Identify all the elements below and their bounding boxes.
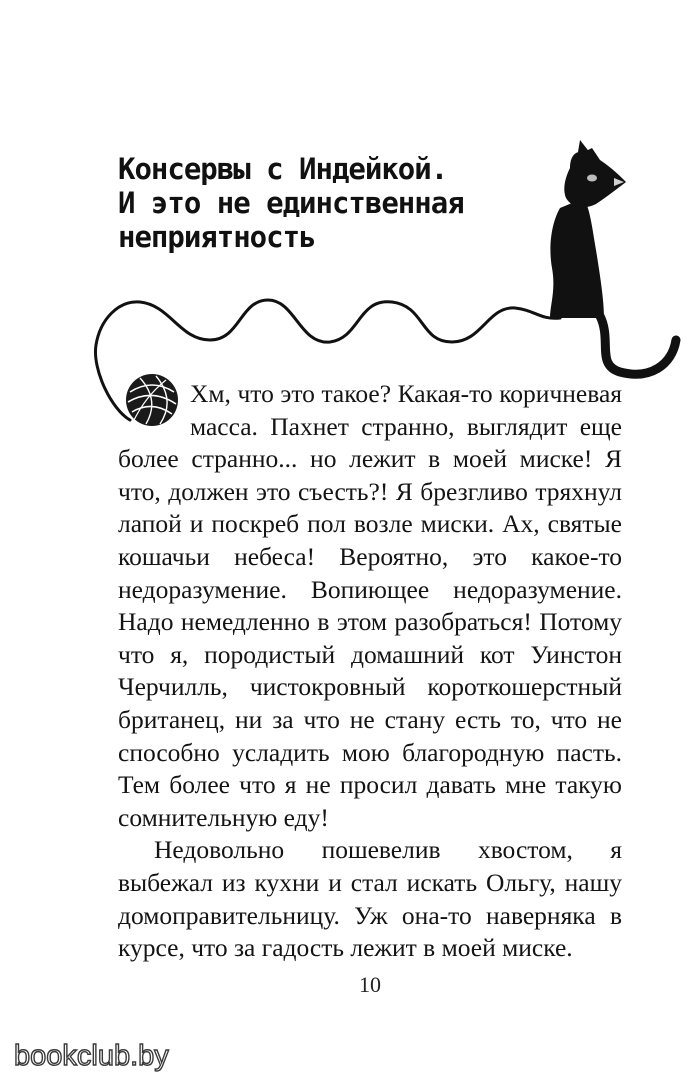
paragraph-2: Недовольно пошевелив хвостом, я выбежал из кухни и стал искать Ольгу, нашу домоправительницу. Уж она-то наверняка в курсе, что за гадость лежит в моей миске. bbox=[118, 835, 622, 963]
yarn-dropcap-space bbox=[118, 378, 190, 414]
page-number: 10 bbox=[359, 972, 381, 997]
chapter-title-line-1: Консервы с Индейкой. bbox=[118, 152, 448, 186]
chapter-title bbox=[118, 152, 538, 254]
chapter-title-line-2: И это не единственная bbox=[118, 186, 464, 220]
watermark: bookclub.by bbox=[14, 1040, 169, 1072]
paragraph-1 bbox=[118, 378, 622, 834]
cat-silhouette-icon bbox=[550, 140, 676, 374]
paragraph-1-text: Хм, что это такое? Какая-то коричневая масса. Пахнет странно, выглядит еще более странно... но лежит в моей миске! Я что, должен это съесть?! Я брезгливо тряхнул лапой и поскреб пол возле миски. Ах, святые кошачьи небеса! Вероятно, это какое-то недоразумение. Вопиющее недоразумение. Надо немедленно в этом разобраться! Потому что я, породистый домашний кот Уинстон Черчилль, чистокровный короткошерстный британец, ни за что не стану есть то, что не способно усладить мою благородную пасть. Тем более что я не просил давать мне такую сомнительную еду! bbox=[118, 379, 622, 832]
chapter-title-line-3: неприятность bbox=[118, 220, 316, 254]
body-text bbox=[118, 378, 622, 965]
